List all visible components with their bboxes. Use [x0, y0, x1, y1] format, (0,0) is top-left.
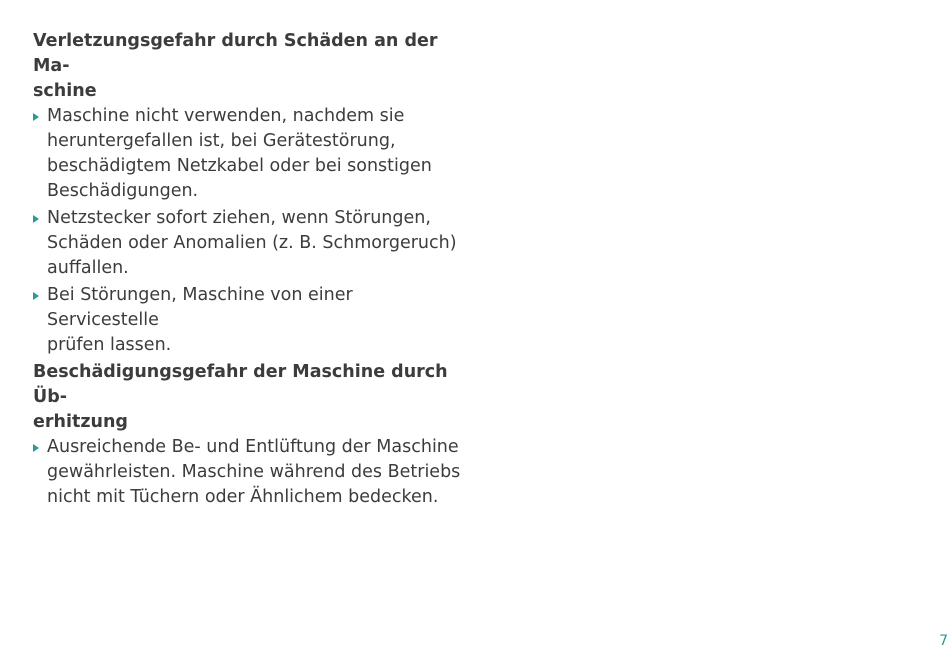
section-injury-hazard [33, 29, 465, 358]
list-item-text: Maschine nicht verwenden, nachdem sie heruntergefallen ist, bei Gerätestörung, beschädigtem Netzkabel oder bei sonstigen Beschädigungen. [47, 106, 432, 201]
list-item-text: Netzstecker sofort ziehen, wenn Störungen, Schäden oder Anomalien (z. B. Schmorgeruch) auffallen. [47, 208, 457, 278]
list-item [33, 435, 465, 510]
bullet-list [33, 435, 465, 510]
triangle-right-icon [33, 215, 39, 223]
triangle-right-icon [33, 444, 39, 452]
list-item-text: Ausreichende Be- und Entlüftung der Maschine gewährleisten. Maschine während des Betriebs nicht mit Tüchern oder Ähnlichem bedecken. [47, 437, 461, 507]
section-overheating-hazard [33, 360, 465, 510]
triangle-right-icon [33, 292, 39, 300]
list-item [33, 104, 465, 204]
bullet-list [33, 104, 465, 358]
page-number: 7 [939, 633, 948, 649]
document-page [33, 29, 465, 512]
section-heading: Verletzungsgefahr durch Schäden an der Ma- schine [33, 31, 438, 101]
list-item [33, 283, 465, 358]
list-item [33, 206, 465, 281]
section-heading: Beschädigungsgefahr der Maschine durch Üb- erhitzung [33, 362, 448, 432]
triangle-right-icon [33, 113, 39, 121]
list-item-text: Bei Störungen, Maschine von einer Servicestelle prüfen lassen. [47, 285, 353, 355]
